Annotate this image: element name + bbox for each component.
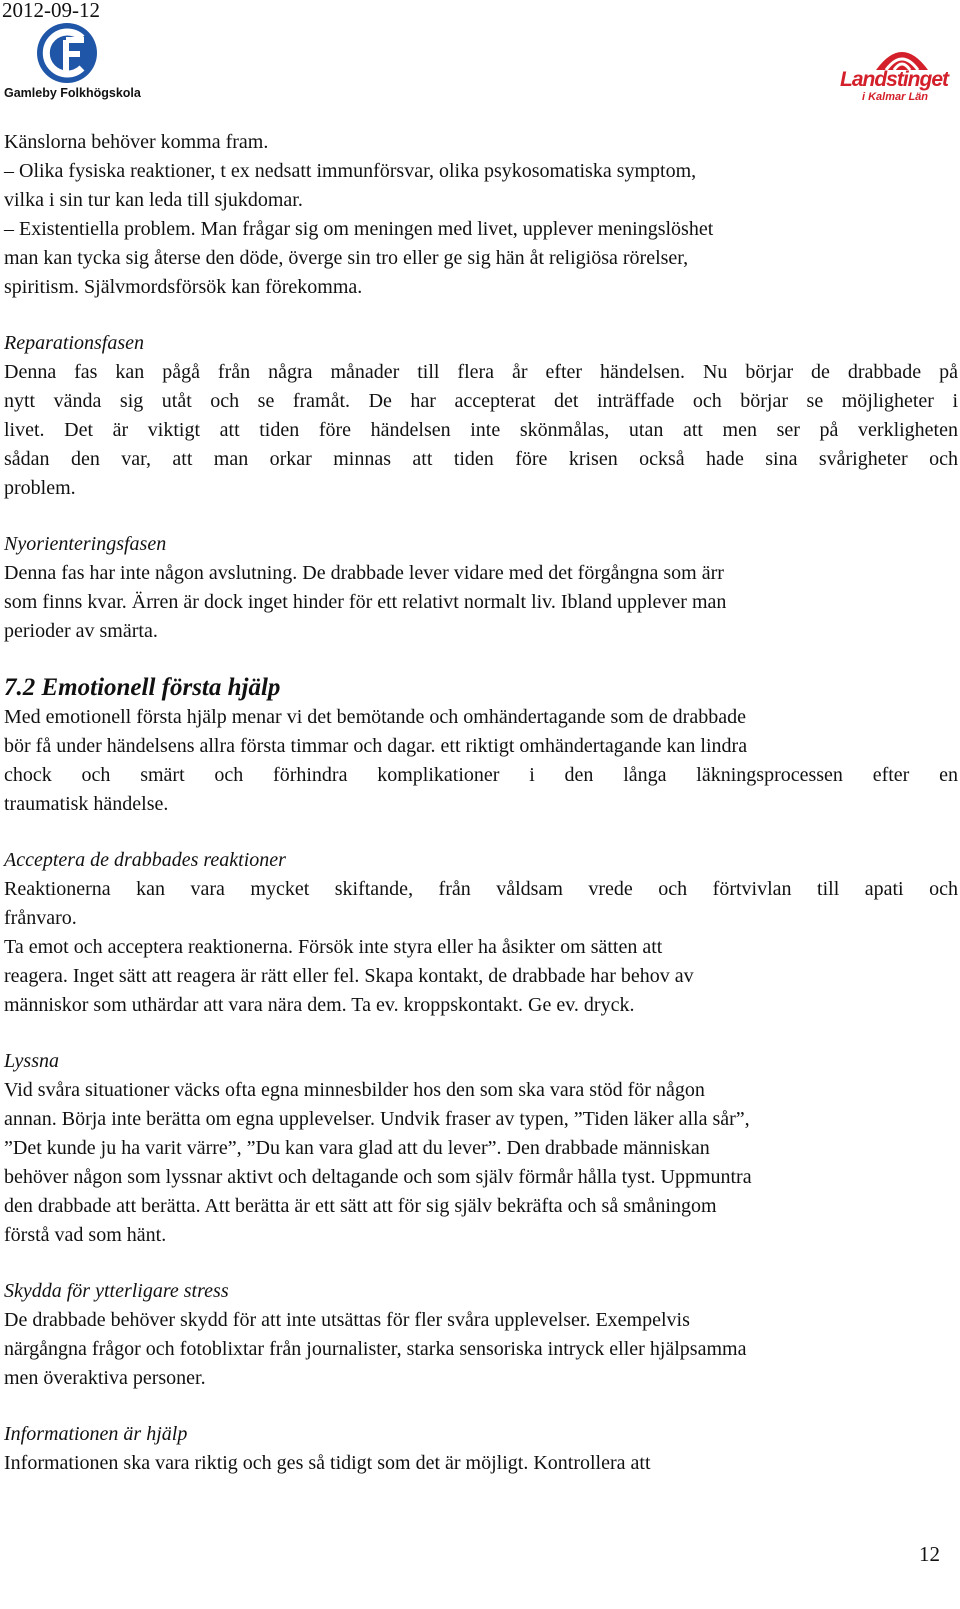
section-heading-lyssna: Lyssna <box>4 1050 59 1072</box>
text-line: frånvaro. <box>4 907 77 929</box>
right-logo-wordmark: Landstinget <box>840 68 948 91</box>
right-logo-subtext: i Kalmar Län <box>862 91 929 103</box>
document-body <box>4 128 958 1478</box>
text-line: den drabbade att berätta. Att berätta är ett sätt att för sig själv bekräfta och så småningom <box>4 1195 717 1217</box>
section-heading-skydda: Skydda för ytterligare stress <box>4 1280 229 1302</box>
text-line: Ta emot och acceptera reaktionerna. Försök inte styra eller ha åsikter om sätten att <box>4 936 663 958</box>
text-line: traumatisk händelse. <box>4 793 169 815</box>
section-heading-information: Informationen är hjälp <box>4 1423 188 1445</box>
landstinget-dome-icon <box>872 44 932 70</box>
section-number: 7.2 <box>4 674 36 701</box>
landstinget-logo <box>840 44 958 110</box>
text-line: Känslorna behöver komma fram. <box>4 131 269 153</box>
text-line: men överaktiva personer. <box>4 1367 206 1389</box>
text-line: – Existentiella problem. Man frågar sig om meningen med livet, upplever meningslöshet <box>4 218 714 240</box>
gamleby-folkhogskola-logo <box>2 22 142 106</box>
gf-logo-icon <box>36 22 98 84</box>
text-line: människor som uthärdar att vara nära dem. Ta ev. kroppskontakt. Ge ev. dryck. <box>4 994 635 1016</box>
text-line: Informationen ska vara riktig och ges så tidigt som det är möjligt. Kontrollera att <box>4 1452 651 1474</box>
text-line: chock och smärt och förhindra komplikationer i den långa läkningsprocessen efter en <box>4 764 958 786</box>
text-line: nytt vända sig utåt och se framåt. De har accepterat det inträffade och börjar se möjligheter i <box>4 390 958 412</box>
section-title: Emotionell första hjälp <box>41 674 281 701</box>
section-heading-nyorienteringsfasen: Nyorienteringsfasen <box>4 533 167 555</box>
text-line: De drabbade behöver skydd för att inte utsättas för fler svåra upplevelser. Exempelvis <box>4 1309 690 1331</box>
text-line: perioder av smärta. <box>4 620 158 642</box>
section-heading-acceptera: Acceptera de drabbades reaktioner <box>4 849 286 871</box>
page-number: 12 <box>919 1542 940 1566</box>
text-line: – Olika fysiska reaktioner, t ex nedsatt immunförsvar, olika psykosomatiska symptom, <box>4 160 697 182</box>
text-line: bör få under händelsens allra första timmar och dagar. ett riktigt omhändertagande kan lindra <box>4 735 748 757</box>
text-line: förstå vad som hänt. <box>4 1224 167 1246</box>
section-heading-reparationsfasen: Reparationsfasen <box>4 332 144 354</box>
text-line: problem. <box>4 477 76 499</box>
text-line: reagera. Inget sätt att reagera är rätt eller fel. Skapa kontakt, de drabbade har behov av <box>4 965 694 987</box>
text-line: Denna fas kan pågå från några månader till flera år efter händelsen. Nu börjar de drabbade på <box>4 361 958 383</box>
text-line: livet. Det är viktigt att tiden före händelsen inte skönmålas, utan att men ser på verkligheten <box>4 419 958 441</box>
text-line: sådan den var, att man orkar minnas att tiden före krisen också hade sina svårigheter och <box>4 448 958 470</box>
text-line: Denna fas har inte någon avslutning. De drabbade lever vidare med det förgångna som ärr <box>4 562 724 584</box>
text-line: man kan tycka sig återse den döde, överge sin tro eller ge sig hän åt religiösa rörelser, <box>4 247 689 269</box>
document-date: 2012-09-12 <box>2 0 100 22</box>
section-title-7-2 <box>4 673 958 703</box>
text-line: ”Det kunde ju ha varit värre”, ”Du kan vara glad att du lever”. Den drabbade människan <box>4 1137 710 1159</box>
text-line: annan. Börja inte berätta om egna upplevelser. Undvik fraser av typen, ”Tiden läker alla sår”, <box>4 1108 750 1130</box>
text-line: närgångna frågor och fotoblixtar från journalister, starka sensoriska intryck eller hjälpsamma <box>4 1338 747 1360</box>
left-logo-caption: Gamleby Folkhögskola <box>4 86 141 100</box>
text-line: Reaktionerna kan vara mycket skiftande, från våldsam vrede och förtvivlan till apati och <box>4 878 958 900</box>
text-line: behöver någon som lyssnar aktivt och deltagande och som själv förmår hålla tyst. Uppmuntra <box>4 1166 752 1188</box>
text-line: som finns kvar. Ärren är dock inget hinder för ett relativt normalt liv. Ibland upplever man <box>4 591 727 613</box>
text-line: Vid svåra situationer väcks ofta egna minnesbilder hos den som ska vara stöd för någon <box>4 1079 705 1101</box>
text-line: Med emotionell första hjälp menar vi det bemötande och omhändertagande som de drabbade <box>4 706 746 728</box>
text-line: vilka i sin tur kan leda till sjukdomar. <box>4 189 303 211</box>
text-line: spiritism. Självmordsförsök kan förekomma. <box>4 276 363 298</box>
